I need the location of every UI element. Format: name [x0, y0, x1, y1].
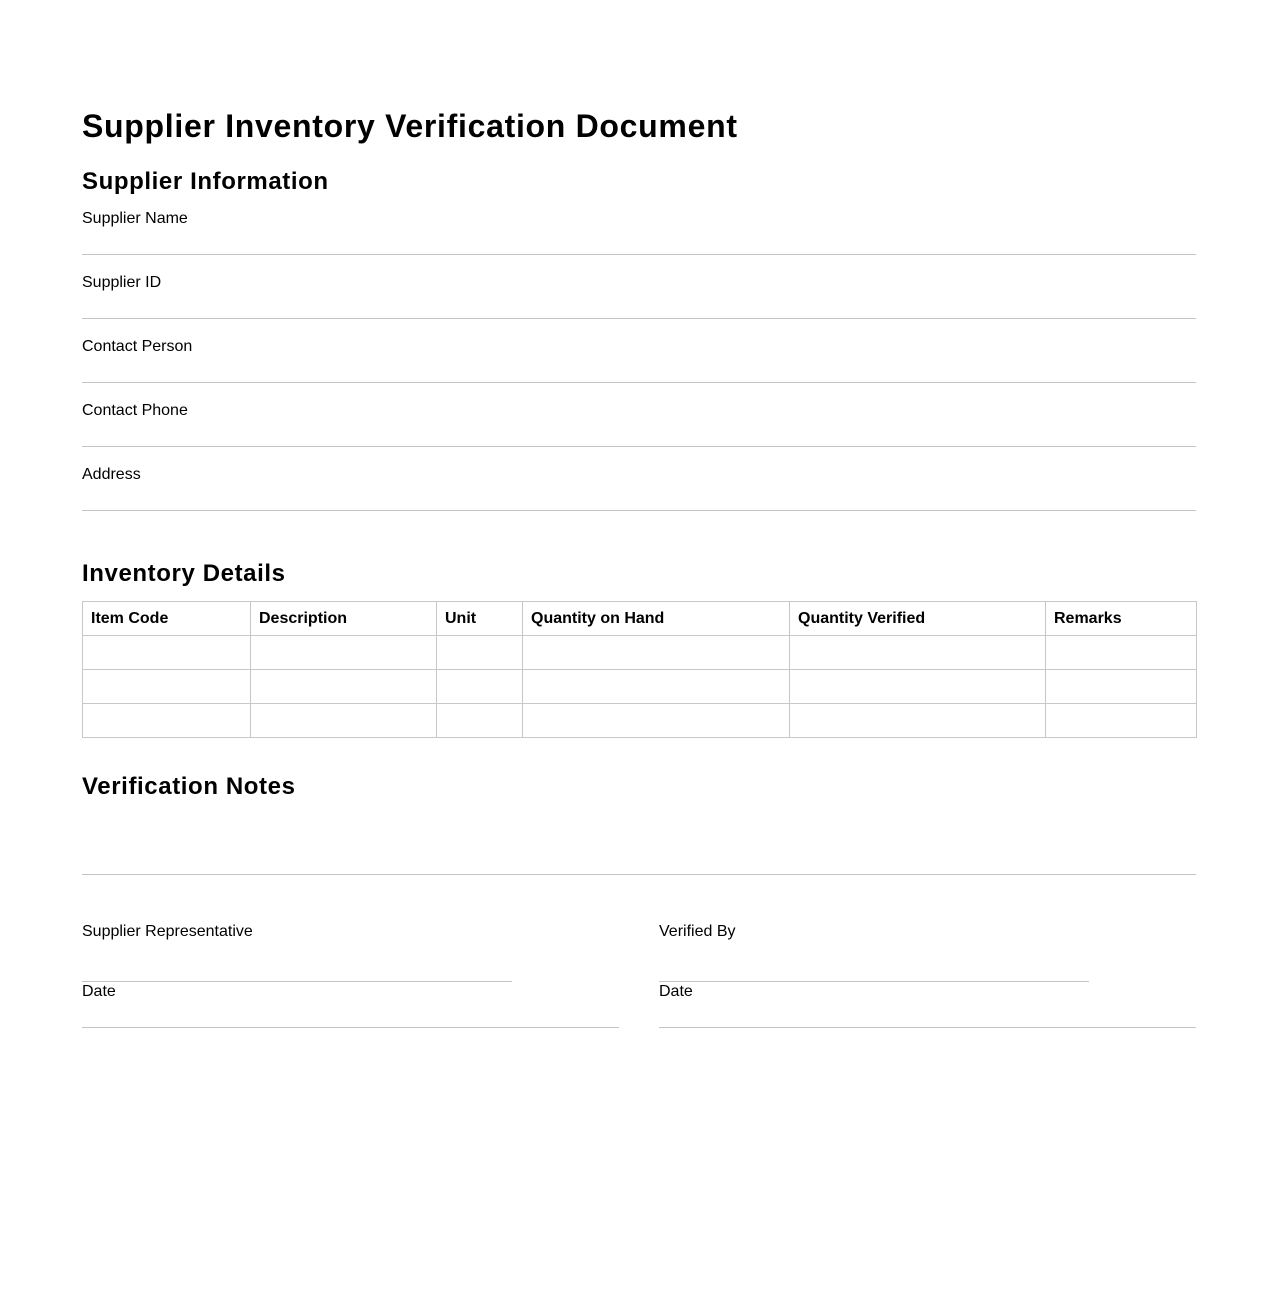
verification-notes-line[interactable]: [82, 874, 1196, 875]
table-cell[interactable]: [437, 704, 523, 738]
table-cell[interactable]: [1046, 704, 1197, 738]
column-header-quantity-verified: Quantity Verified: [790, 602, 1046, 636]
column-header-unit: Unit: [437, 602, 523, 636]
verification-notes-heading: Verification Notes: [82, 773, 296, 800]
table-header-row: [83, 602, 1197, 636]
table-cell[interactable]: [437, 636, 523, 670]
contact-phone-line[interactable]: [82, 446, 1196, 447]
address-field[interactable]: [82, 465, 1196, 529]
table-cell[interactable]: [251, 670, 437, 704]
supplier-signature-block: [82, 922, 619, 1032]
table-cell[interactable]: [523, 670, 790, 704]
column-header-item-code: Item Code: [83, 602, 251, 636]
table-cell[interactable]: [790, 636, 1046, 670]
table-cell[interactable]: [790, 670, 1046, 704]
supplier-name-field[interactable]: [82, 209, 1196, 273]
table-cell[interactable]: [83, 704, 251, 738]
contact-person-field[interactable]: [82, 337, 1196, 401]
table-cell[interactable]: [523, 636, 790, 670]
supplier-id-field[interactable]: [82, 273, 1196, 337]
table-row: [83, 704, 1197, 738]
supplier-date-line[interactable]: [82, 1027, 619, 1028]
column-header-remarks: Remarks: [1046, 602, 1197, 636]
supplier-id-label: Supplier ID: [82, 274, 162, 291]
supplier-name-line[interactable]: [82, 254, 1196, 255]
supplier-signature-line[interactable]: [82, 981, 512, 982]
table-cell[interactable]: [523, 704, 790, 738]
inventory-table: [82, 601, 1197, 738]
column-header-quantity-on-hand: Quantity on Hand: [523, 602, 790, 636]
contact-phone-field[interactable]: [82, 401, 1196, 465]
address-label: Address: [82, 466, 141, 483]
supplier-representative-label: Supplier Representative: [82, 923, 253, 940]
table-cell[interactable]: [83, 636, 251, 670]
supplier-date-label: Date: [82, 983, 116, 1000]
table-cell[interactable]: [437, 670, 523, 704]
table-cell[interactable]: [83, 670, 251, 704]
supplier-id-line[interactable]: [82, 318, 1196, 319]
table-cell[interactable]: [1046, 636, 1197, 670]
address-line[interactable]: [82, 510, 1196, 511]
contact-phone-label: Contact Phone: [82, 402, 188, 419]
contact-person-label: Contact Person: [82, 338, 193, 355]
contact-person-line[interactable]: [82, 382, 1196, 383]
verifier-date-line[interactable]: [659, 1027, 1196, 1028]
document-title: Supplier Inventory Verification Document: [82, 108, 738, 144]
verified-by-label: Verified By: [659, 923, 736, 940]
supplier-name-label: Supplier Name: [82, 210, 188, 227]
inventory-details-heading: Inventory Details: [82, 560, 286, 587]
table-cell[interactable]: [1046, 670, 1197, 704]
table-cell[interactable]: [251, 636, 437, 670]
verifier-signature-block: [659, 922, 1196, 1032]
column-header-description: Description: [251, 602, 437, 636]
table-cell[interactable]: [790, 704, 1046, 738]
verifier-date-label: Date: [659, 983, 693, 1000]
table-row: [83, 670, 1197, 704]
verifier-signature-line[interactable]: [659, 981, 1089, 982]
table-row: [83, 636, 1197, 670]
supplier-info-heading: Supplier Information: [82, 168, 329, 195]
table-cell[interactable]: [251, 704, 437, 738]
